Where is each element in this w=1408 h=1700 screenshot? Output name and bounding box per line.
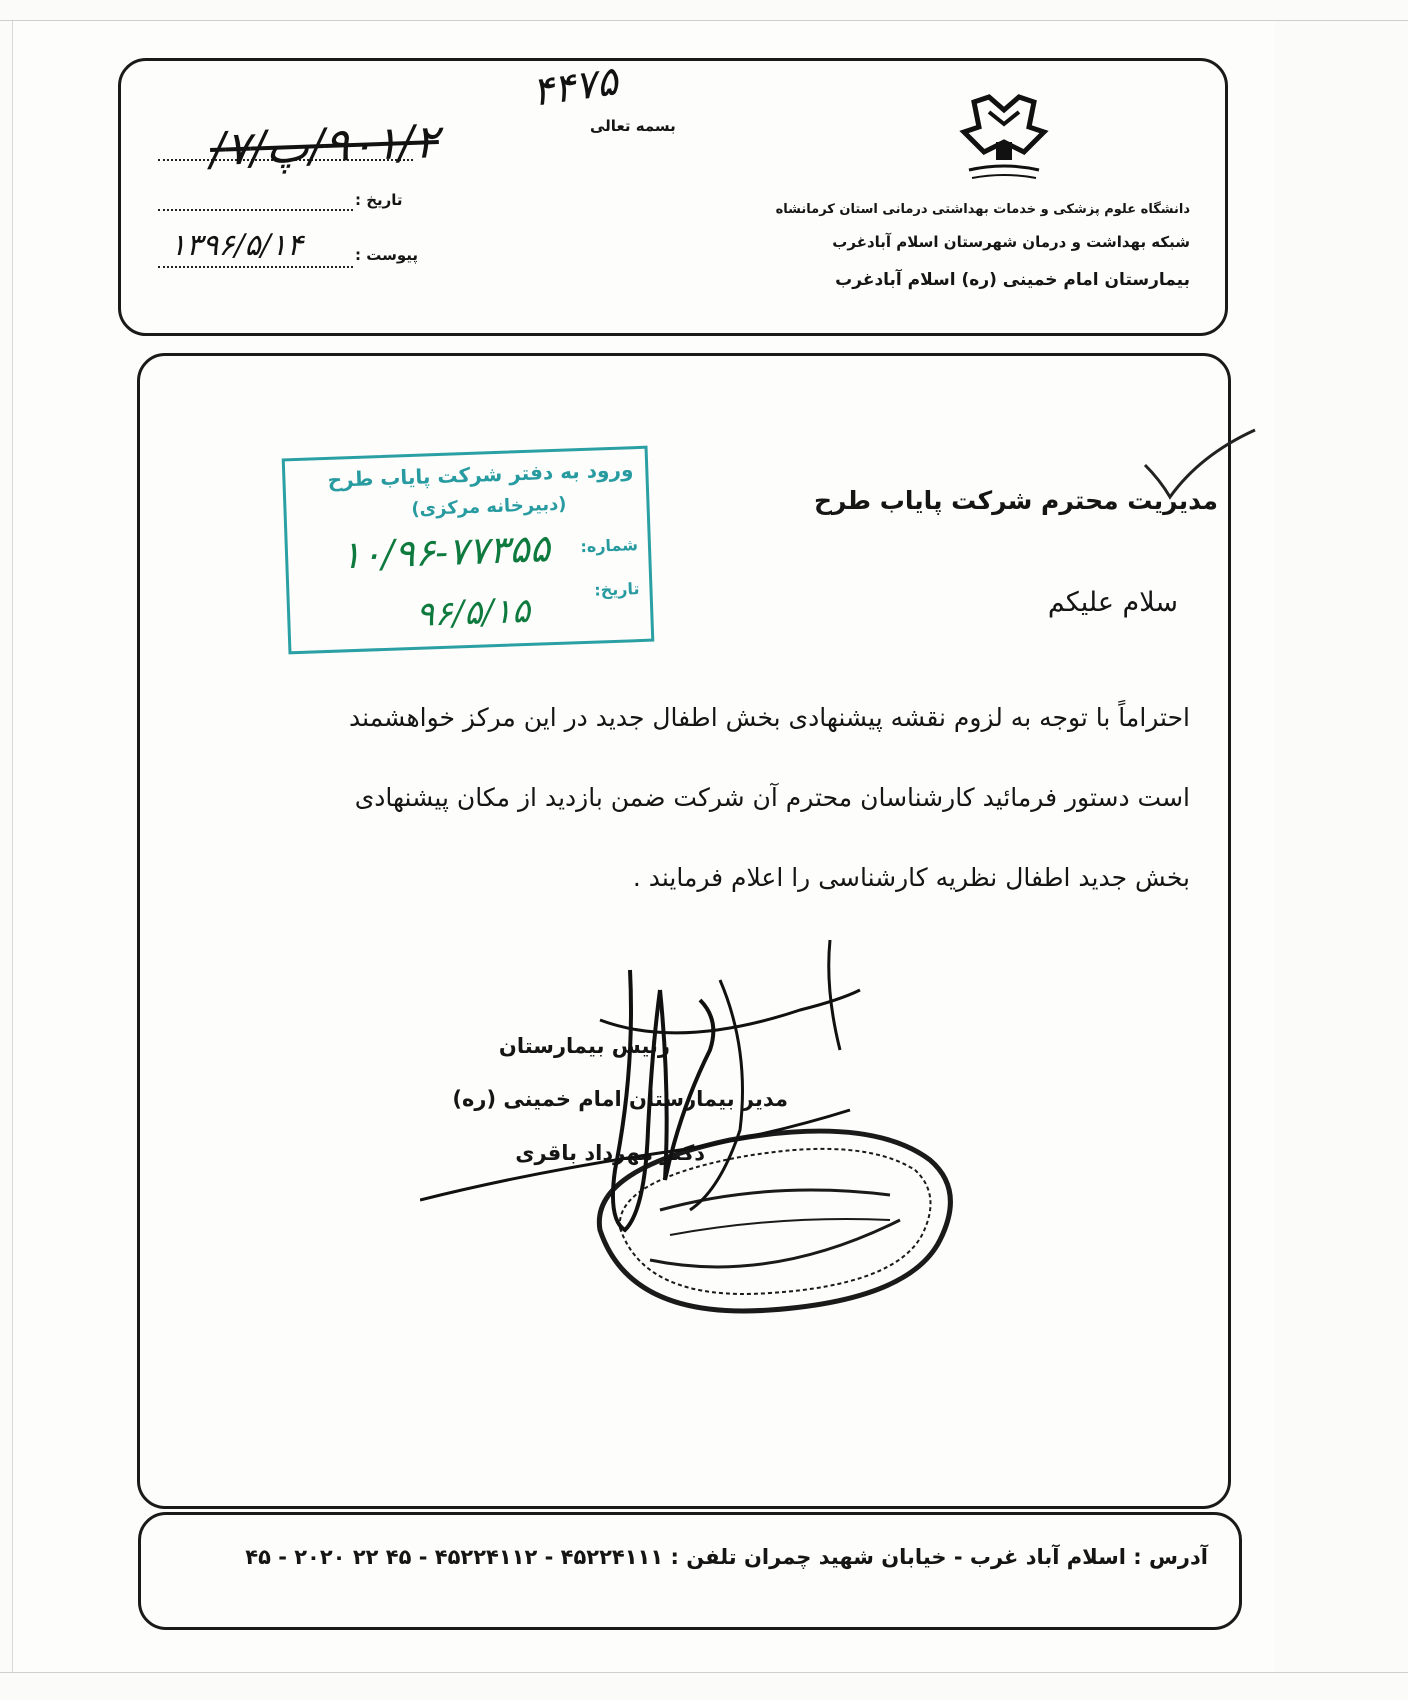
stamp-date-label: تاریخ: [593, 579, 640, 600]
scan-edge-top [0, 20, 1408, 21]
letter-body-line: احتراماً با توجه به لزوم نقشه پیشنهادی بخش اطفال جدید در این مرکز خواهشمند [349, 703, 1190, 732]
letter-greeting: سلام علیکم [1047, 587, 1178, 618]
org-line-university: دانشگاه علوم پزشکی و خدمات بهداشتی درمانی استان کرمانشاه [775, 202, 1190, 217]
date-dotted-line [158, 209, 353, 211]
signatory-title-president: رئیس بیمارستان [498, 1034, 670, 1058]
bismillah-heading: بسمه تعالی [590, 117, 676, 135]
attachment-dotted-line [158, 266, 353, 268]
stamp-title: ورود به دفتر شرکت پایاب طرح [327, 457, 634, 492]
handwritten-letter-number: ۹۰۱/۲/پ/۷/ [209, 114, 440, 176]
signatory-title-manager: مدیر بیمارستان امام خمینی (ره) [452, 1087, 788, 1111]
org-line-hospital: بیمارستان امام خمینی (ره) اسلام آبادغرب [835, 270, 1190, 290]
letter-body-line: است دستور فرمائید کارشناسان محترم آن شرکت ضمن بازدید از مکان پیشنهادی [354, 783, 1190, 812]
date-label: تاریخ : [355, 191, 403, 209]
university-emblem-icon [954, 92, 1054, 187]
attachment-label: پیوست : [355, 246, 419, 264]
stamp-number-label: شماره: [580, 535, 639, 557]
handwritten-date: ۱۳۹۶/۵/۱۴ [170, 228, 304, 263]
stamp-date-value: ۹۶/۵/۱۵ [415, 590, 531, 635]
receipt-stamp [282, 446, 655, 655]
letterhead-frame [118, 58, 1228, 336]
scan-edge-bottom [0, 1672, 1408, 1673]
letter-body-line: بخش جدید اطفال نظریه کارشناسی را اعلام فرمایند . [632, 863, 1190, 892]
letter-addressee: مدیریت محترم شرکت پایاب طرح [813, 486, 1218, 515]
handwritten-signature [420, 930, 940, 1270]
signatory-name: دکتر مهرداد باقری [515, 1141, 705, 1165]
footer-frame [138, 1512, 1242, 1630]
stamp-number-value: ۱۰/۹۶-۷۷۳۵۵ [340, 526, 551, 578]
handwritten-registration-number: ۴۴۷۵ [529, 58, 621, 116]
stamp-subtitle: (دبیرخانه مرکزی) [411, 493, 567, 520]
org-line-health-network: شبکه بهداشت و درمان شهرستان اسلام آبادغرب [832, 233, 1190, 251]
footer-address-phone: آدرس : اسلام آباد غرب - خیابان شهید چمران تلفن : ۴۵۲۲۴۱۱۱ - ۴۵۲۲۴۱۱۲ - ۴۵ ۲۲ ۲۰۲۰ - ۴۵ [245, 1545, 1208, 1569]
